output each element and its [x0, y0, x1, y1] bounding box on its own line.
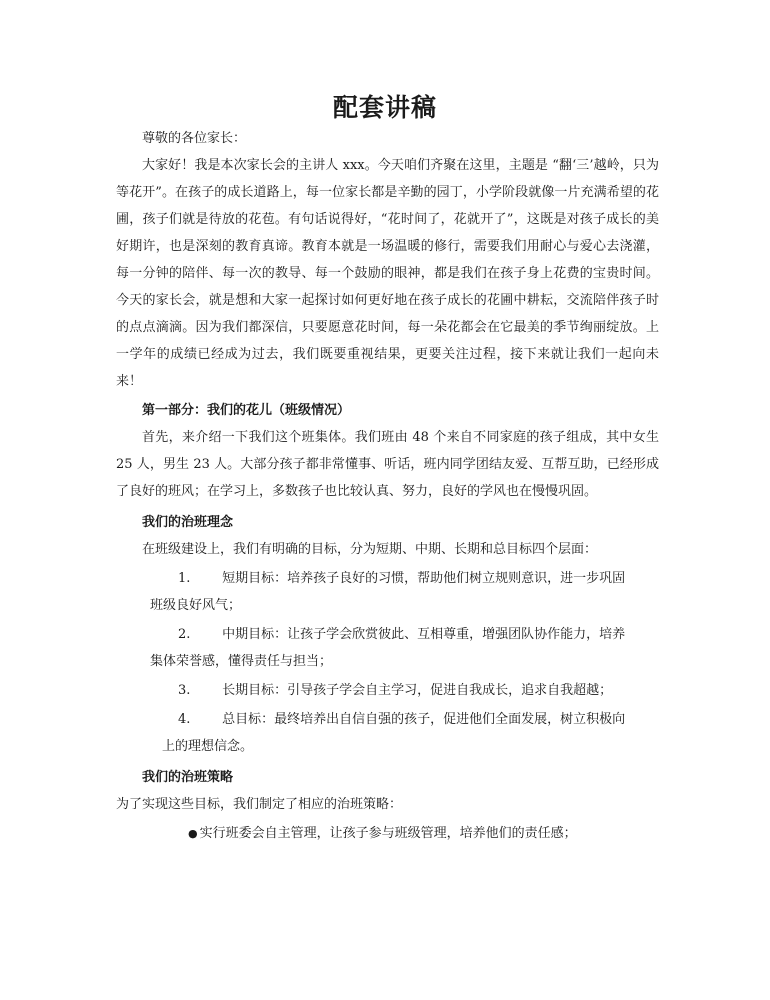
- list-number: 4.: [178, 712, 191, 727]
- list-item: [116, 820, 659, 847]
- intro-paragraph: 大家好！我是本次家长会的主讲人 xxx。今天咱们齐聚在这里，主题是 “翻‘三’越岭，只为等花开”。在孩子的成长道路上，每一位家长都是辛勤的园丁，小学阶段就像一片充满希望的花圃，孩子们就是待放的花苞。有句话说得好，“花时间了，花就开了”，这既是对孩子成长的美好期许，也是深刻的教育真谛。教育本就是一场温暖的修行，需要我们用耐心与爱心去浇灌，每一分钟的陪伴、每一次的教导、每一个鼓励的眼神，都是我们在孩子身上花费的宝贵时间。今天的家长会，就是想和大家一起探讨如何更好地在孩子成长的花圃中耕耘，交流陪伴孩子时的点点滴滴。因为我们都深信，只要愿意花时间，每一朵花都会在它最美的季节绚丽绽放。上一学年的成绩已经成为过去，我们既要重视结果，更要关注过程，接下来就让我们一起向未来！: [116, 158, 659, 389]
- philosophy-intro: 在班级建设上，我们有明确的目标，分为短期、中期、长期和总目标四个层面：: [142, 542, 598, 557]
- list-item: [116, 677, 659, 704]
- bullet-icon: ●: [188, 827, 198, 840]
- list-item-continuation: 集体荣誉感，懂得责任与担当；: [150, 654, 333, 669]
- goals-list: [116, 565, 659, 760]
- list-item: [116, 565, 659, 592]
- part1-heading: 第一部分：我们的花儿（班级情况）: [142, 403, 351, 418]
- strategy-heading: 我们的治班策略: [142, 770, 234, 785]
- list-number: 1.: [178, 571, 191, 586]
- strategy-intro: 为了实现这些目标，我们制定了相应的治班策略：: [116, 797, 403, 812]
- greeting: 尊敬的各位家长：: [142, 131, 247, 146]
- list-item: [116, 621, 659, 648]
- list-text: 实行班委会自主管理，让孩子参与班级管理，培养他们的责任感；: [199, 826, 577, 841]
- list-text: 中期目标：让孩子学会欣赏彼此、互相尊重，增强团队协作能力，培养: [222, 627, 626, 642]
- list-text: 短期目标：培养孩子良好的习惯，帮助他们树立规则意识，进一步巩固: [222, 571, 626, 586]
- document-body: [116, 125, 659, 847]
- strategy-list: [116, 820, 659, 847]
- part1-paragraph: 首先，来介绍一下我们这个班集体。我们班由 48 个来自不同家庭的孩子组成，其中女生 25 人，男生 23 人。大部分孩子都非常懂事、听话，班内同学团结友爱、互帮互助，已经形成了良好的班风；在学习上，多数孩子也比较认真、努力，良好的学风也在慢慢巩固。: [116, 430, 659, 499]
- list-number: 3.: [178, 683, 191, 698]
- list-number: 2.: [178, 627, 191, 642]
- list-text: 长期目标：引导孩子学会自主学习，促进自我成长，追求自我超越；: [222, 683, 613, 698]
- list-item-continuation: 上的理想信念。: [162, 739, 254, 754]
- list-item-continuation: 班级良好风气；: [150, 598, 242, 613]
- philosophy-heading: 我们的治班理念: [142, 515, 234, 530]
- list-text: 总目标：最终培养出自信自强的孩子，促进他们全面发展，树立积极向: [222, 712, 626, 727]
- document-title: 配套讲稿: [332, 93, 437, 122]
- list-item: [116, 706, 659, 733]
